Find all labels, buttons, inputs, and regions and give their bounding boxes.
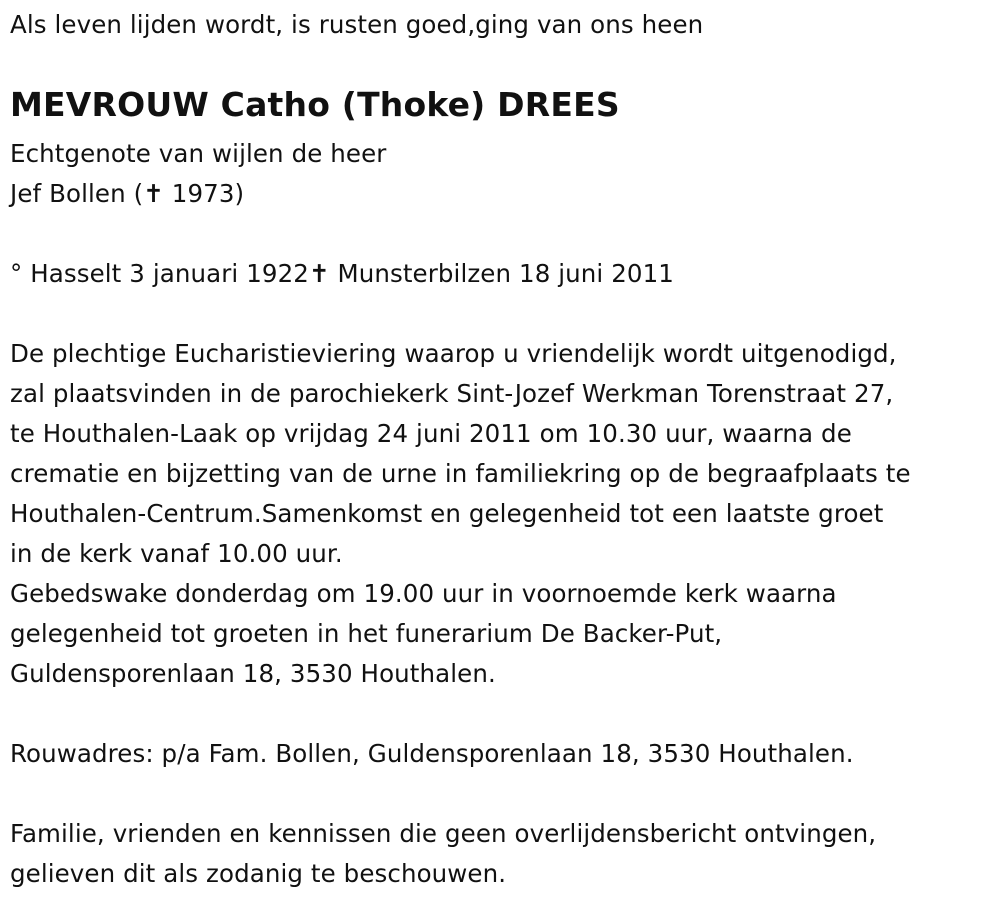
vigil-line-2: gelegenheid tot groeten in het funerarium De Backer-Put, [10,619,723,648]
ceremony-line-4: crematie en bijzetting van de urne in familiekring op de begraafplaats te [10,459,911,488]
ceremony-line-6: in de kerk vanaf 10.00 uur. [10,539,343,568]
ceremony-line-3: te Houthalen-Laak op vrijdag 24 juni 2011 om 10.30 uur, waarna de [10,419,852,448]
spouse-line-1: Echtgenote van wijlen de heer [10,139,387,168]
deceased-name: MEVROUW Catho (Thoke) DREES [10,85,620,124]
ceremony-line-5: Houthalen-Centrum.Samenkomst en gelegenheid tot een laatste groet [10,499,884,528]
vigil-line-1: Gebedswake donderdag om 19.00 uur in voornoemde kerk waarna [10,579,837,608]
closing-line-2: gelieven dit als zodanig te beschouwen. [10,859,507,888]
vigil-line-3: Guldensporenlaan 18, 3530 Houthalen. [10,659,496,688]
closing-line-1: Familie, vrienden en kennissen die geen overlijdensbericht ontvingen, [10,819,877,848]
motto-line: Als leven lijden wordt, is rusten goed,ging van ons heen [10,10,704,39]
mourning-address-line: Rouwadres: p/a Fam. Bollen, Guldensporenlaan 18, 3530 Houthalen. [10,739,854,768]
birth-death-line: ° Hasselt 3 januari 1922✝ Munsterbilzen 18 juni 2011 [10,259,674,288]
ceremony-line-1: De plechtige Eucharistieviering waarop u vriendelijk wordt uitgenodigd, [10,339,897,368]
spouse-line-2: Jef Bollen (✝ 1973) [10,179,245,208]
ceremony-line-2: zal plaatsvinden in de parochiekerk Sint-Jozef Werkman Torenstraat 27, [10,379,894,408]
